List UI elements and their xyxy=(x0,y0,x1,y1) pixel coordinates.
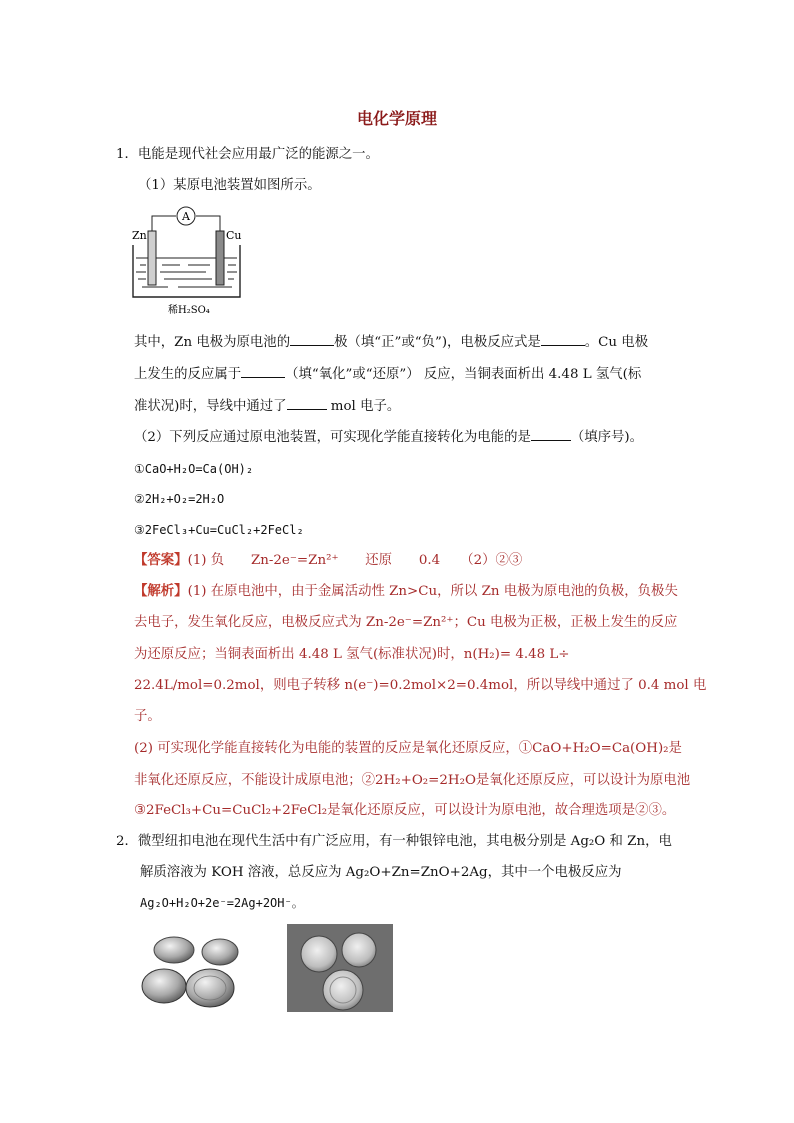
option-1: ①CaO+H₂O=Ca(OH)₂ xyxy=(134,462,254,476)
answer-label: 【答案】 xyxy=(134,553,188,568)
analysis-line-5: 子。 xyxy=(134,709,161,724)
q2-number: 2． xyxy=(116,834,138,849)
text-segment: 其中，Zn 电极为原电池的 xyxy=(134,335,291,350)
text-segment: （2）下列反应通过原电池装置，可实现化学能直接转化为电能的是 xyxy=(134,430,531,445)
q2-line-1 xyxy=(116,833,672,851)
solution-label: 稀H₂SO₄ xyxy=(168,305,210,316)
galvanic-cell-figure xyxy=(128,205,258,317)
option-2: ②2H₂+O₂=2H₂O xyxy=(134,492,225,506)
text-segment: （填序号)。 xyxy=(570,430,644,445)
button-batteries-photo-right xyxy=(287,924,393,1012)
q2-line-3: Ag₂O+H₂O+2e⁻=2Ag+2OH⁻。 xyxy=(140,896,304,910)
q1-stem-text: 电能是现代社会应用最广泛的能源之一。 xyxy=(137,147,379,162)
q2-line-2: 解质溶液为 KOH 溶液，总反应为 Ag₂O+Zn=ZnO+2Ag，其中一个电极反应为 xyxy=(140,865,622,880)
q1-number: 1． xyxy=(116,147,138,162)
q1-part2 xyxy=(134,428,643,447)
analysis-line-6: (2) 可实现化学能直接转化为电能的装置的反应是氧化还原反应，①CaO+H₂O=Ca(OH)₂是 xyxy=(134,741,682,756)
analysis-line-3: 为还原反应；当铜表面析出 4.48 L 氢气(标准状况)时，n(H₂)= 4.48 L÷ xyxy=(134,647,570,662)
text-segment: （填“氧化”或“还原”） 反应，当铜表面析出 4.48 L 氢气(标 xyxy=(285,367,642,382)
answer-blank[interactable] xyxy=(241,365,285,378)
text-segment: 。Cu 电极 xyxy=(584,335,649,350)
q1-part1-line1 xyxy=(134,333,648,352)
option-3: ③2FeCl₃+Cu=CuCl₂+2FeCl₂ xyxy=(134,523,304,537)
analysis-line-2: 去电子，发生氧化反应，电极反应式为 Zn-2e⁻=Zn²⁺；Cu 电极为正极，正极上发生的反应 xyxy=(134,615,678,630)
q1-part1-line2 xyxy=(134,365,641,384)
analysis-text: (1) 在原电池中，由于金属活动性 Zn>Cu，所以 Zn 电极为原电池的负极，负极失 xyxy=(187,584,678,599)
zn-label: Zn xyxy=(132,229,147,242)
q1-part1-line3 xyxy=(134,397,400,416)
text-segment: 准状况)时，导线中通过了 xyxy=(134,399,287,414)
answer-blank[interactable] xyxy=(531,428,571,441)
button-batteries-photo-left xyxy=(134,922,246,1014)
answer-line xyxy=(134,552,522,570)
cu-label: Cu xyxy=(226,229,242,242)
q1-part1-intro: （1）某原电池装置如图所示。 xyxy=(138,178,321,193)
answer-blank[interactable] xyxy=(290,333,334,346)
zn-electrode xyxy=(148,231,156,285)
ammeter-label: A xyxy=(182,210,190,223)
text-segment: mol 电子。 xyxy=(326,399,401,414)
cu-electrode xyxy=(216,231,224,285)
text-segment: 上发生的反应属于 xyxy=(134,367,242,382)
answer-text: (1) 负 Zn-2e⁻=Zn²⁺ 还原 0.4 （2）②③ xyxy=(187,553,523,568)
answer-blank[interactable] xyxy=(287,397,327,410)
analysis-label: 【解析】 xyxy=(134,584,188,599)
q1-stem xyxy=(116,146,379,164)
analysis-line-7: 非氧化还原反应，不能设计成原电池；②2H₂+O₂=2H₂O是氧化还原反应，可以设计为原电池 xyxy=(134,773,691,788)
analysis-line-8: ③2FeCl₃+Cu=CuCl₂+2FeCl₂是氧化还原反应，可以设计为原电池，故合理选项是②③。 xyxy=(134,803,676,818)
page-title: 电化学原理 xyxy=(356,109,437,128)
answer-blank[interactable] xyxy=(541,333,585,346)
analysis-line-1 xyxy=(134,583,678,601)
text-segment: 极（填“正”或“负”)，电极反应式是 xyxy=(334,335,541,350)
analysis-line-4: 22.4L/mol=0.2mol，则电子转移 n(e⁻)=0.2mol×2=0.4mol，所以导线中通过了 0.4 mol 电 xyxy=(134,678,707,693)
q2-text: 微型纽扣电池在现代生活中有广泛应用，有一种银锌电池，其电极分别是 Ag₂O 和 Zn，电 xyxy=(137,834,672,849)
